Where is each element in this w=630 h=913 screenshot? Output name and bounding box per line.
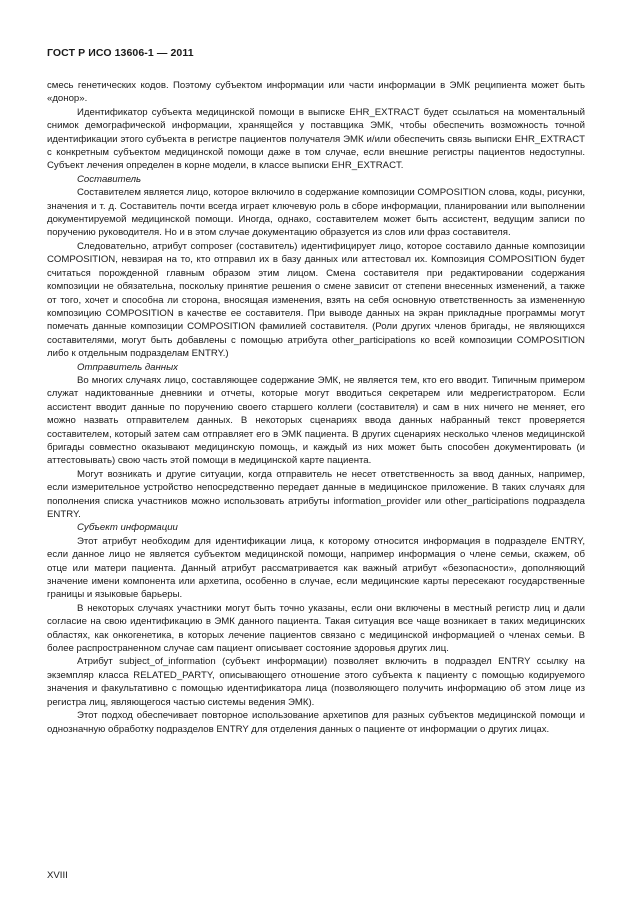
paragraph: Могут возникать и другие ситуации, когда отправитель не несет ответственность за ввод данных, например, если измерительное устройство непосредственно передает данные в медицинское приложение. В таких случаях для пополнения списка участников можно использовать атрибуты information_provider или other_participations подраздела ENTRY.: [47, 468, 585, 520]
paragraph: В некоторых случаях участники могут быть точно указаны, если они включены в местный регистр лиц и дали согласие на свою идентификацию в ЭМК данного пациента. Такая ситуация все чаще возникает в таких медицинских областях, как онкогенетика, в которых лечение пациентов связано с медицинской информацией о членах семьи. В более распространенном случае сам пациент описывает состояние здоровья других лиц.: [47, 602, 585, 655]
paragraph: Составителем является лицо, которое включило в содержание композиции COMPOSITION слова, коды, рисунки, значения и т. д. Составитель почти всегда играет ключевую роль в сборе информации, планировании или выполнении документируемой медицинской помощи. Иногда, однако, составителем может быть ассистент, ведущим записи по поручению руководителя. Но и в этом случае документацию образуется из слов или фраз составителя.: [47, 187, 585, 239]
section-heading: Отправитель данных: [77, 361, 178, 373]
paragraph: Этот атрибут необходим для идентификации лица, к которому относится информация в подразделе ENTRY, если данное лицо не является субъектом медицинской помощи, например информация о члене семьи, скажем, об отце или матери пациента. Данный атрибут рассматривается как важный атрибут «безопасности», дополняющий значение имени компонента или архетипа, особенно в случае, если медицинские карты пересекают государственные границы и языковые барьеры.: [47, 535, 585, 601]
section-heading: Составитель: [77, 173, 142, 185]
paragraph: Идентификатор субъекта медицинской помощи в выписке EHR_EXTRACT будет ссылаться на моментальный снимок демографической информации, хранящейся у поставщика ЭМК, чтобы обеспечить возможность точной идентификации этого субъекта в регистре пациентов получателя ЭМК и/или обеспечить связь выписки EHR_EXTRACT с конкретным субъектом медицинской помощи даже в том случае, если внешние регистры пациентов недоступны. Субъект лечения определен в корне модели, в классе выписки EHR_EXTRACT.: [47, 106, 585, 172]
document-header: ГОСТ Р ИСО 13606-1 — 2011: [47, 47, 194, 59]
paragraph: Следовательно, атрибут composer (составитель) идентифицирует лицо, которое составило данные композиции COMPOSITION, невзирая на то, кто отправил их в базу данных или аттестовал их. Композиция COMPOSITION будет считаться порожденной главным образом этим лицом. Смена составителя при редактировании содержания композиции не обязательна, поскольку принятие решения о смене зависит от степени внесенных изменений, а также от того, хочет и способна ли сторона, вносящая изменения, взять на себя основную ответственность за измененную композицию COMPOSITION в качестве ее составителя. При выводе данных на экран прикладные программы могут помечать данные композиции COMPOSITION фамилией составителя. (Роли других членов бригады, не являющихся составителями, могут быть добавлены с помощью атрибута other_participations ко всей композиции COMPOSITION либо к отдельным подразделам ENTRY.): [47, 240, 585, 360]
paragraph: Атрибут subject_of_information (субъект информации) позволяет включить в подраздел ENTRY ссылку на экземпляр класса RELATED_PARTY, описывающего отношение этого субъекта к пациенту с помощью кодируемого значения и факультативно с помощью идентификатора лица (позволяющего получить информацию об этом лице из регистра лиц, являющегося частью системы ведения ЭМК).: [47, 656, 585, 708]
paragraph: Этот подход обеспечивает повторное использование архетипов для разных субъектов медицинской помощи и однозначную обработку подразделов ENTRY для отделения данных о пациенте от информации о других лицах.: [47, 710, 585, 735]
section-heading: Субъект информации: [77, 522, 178, 534]
paragraph: смесь генетических кодов. Поэтому субъектом информации или части информации в ЭМК реципиента может быть «донор».: [47, 80, 585, 105]
document-body: [47, 79, 585, 736]
paragraph: Во многих случаях лицо, составляющее содержание ЭМК, не является тем, кто его вводит. Типичным примером служат надиктованные дневники и отчеты, которые могут вводиться секретарем или медрегистратором. Если ассистент вводит данные по поручению своего старшего коллеги (составителя) и сам в них ничего не меняет, его можно назвать отправителем данных. В некоторых сценариях ввода данных набранный текст проверяется составителем, который затем сам отправляет его в ЭМК пациента. В других сценариях несколько членов медицинской бригады совместно оказывают медицинскую помощь, и каждый из них может быть способен документировать (и аттестовывать) свою часть этой помощи в медицинской карте пациента.: [47, 374, 585, 467]
page-number: XVIII: [47, 870, 68, 881]
